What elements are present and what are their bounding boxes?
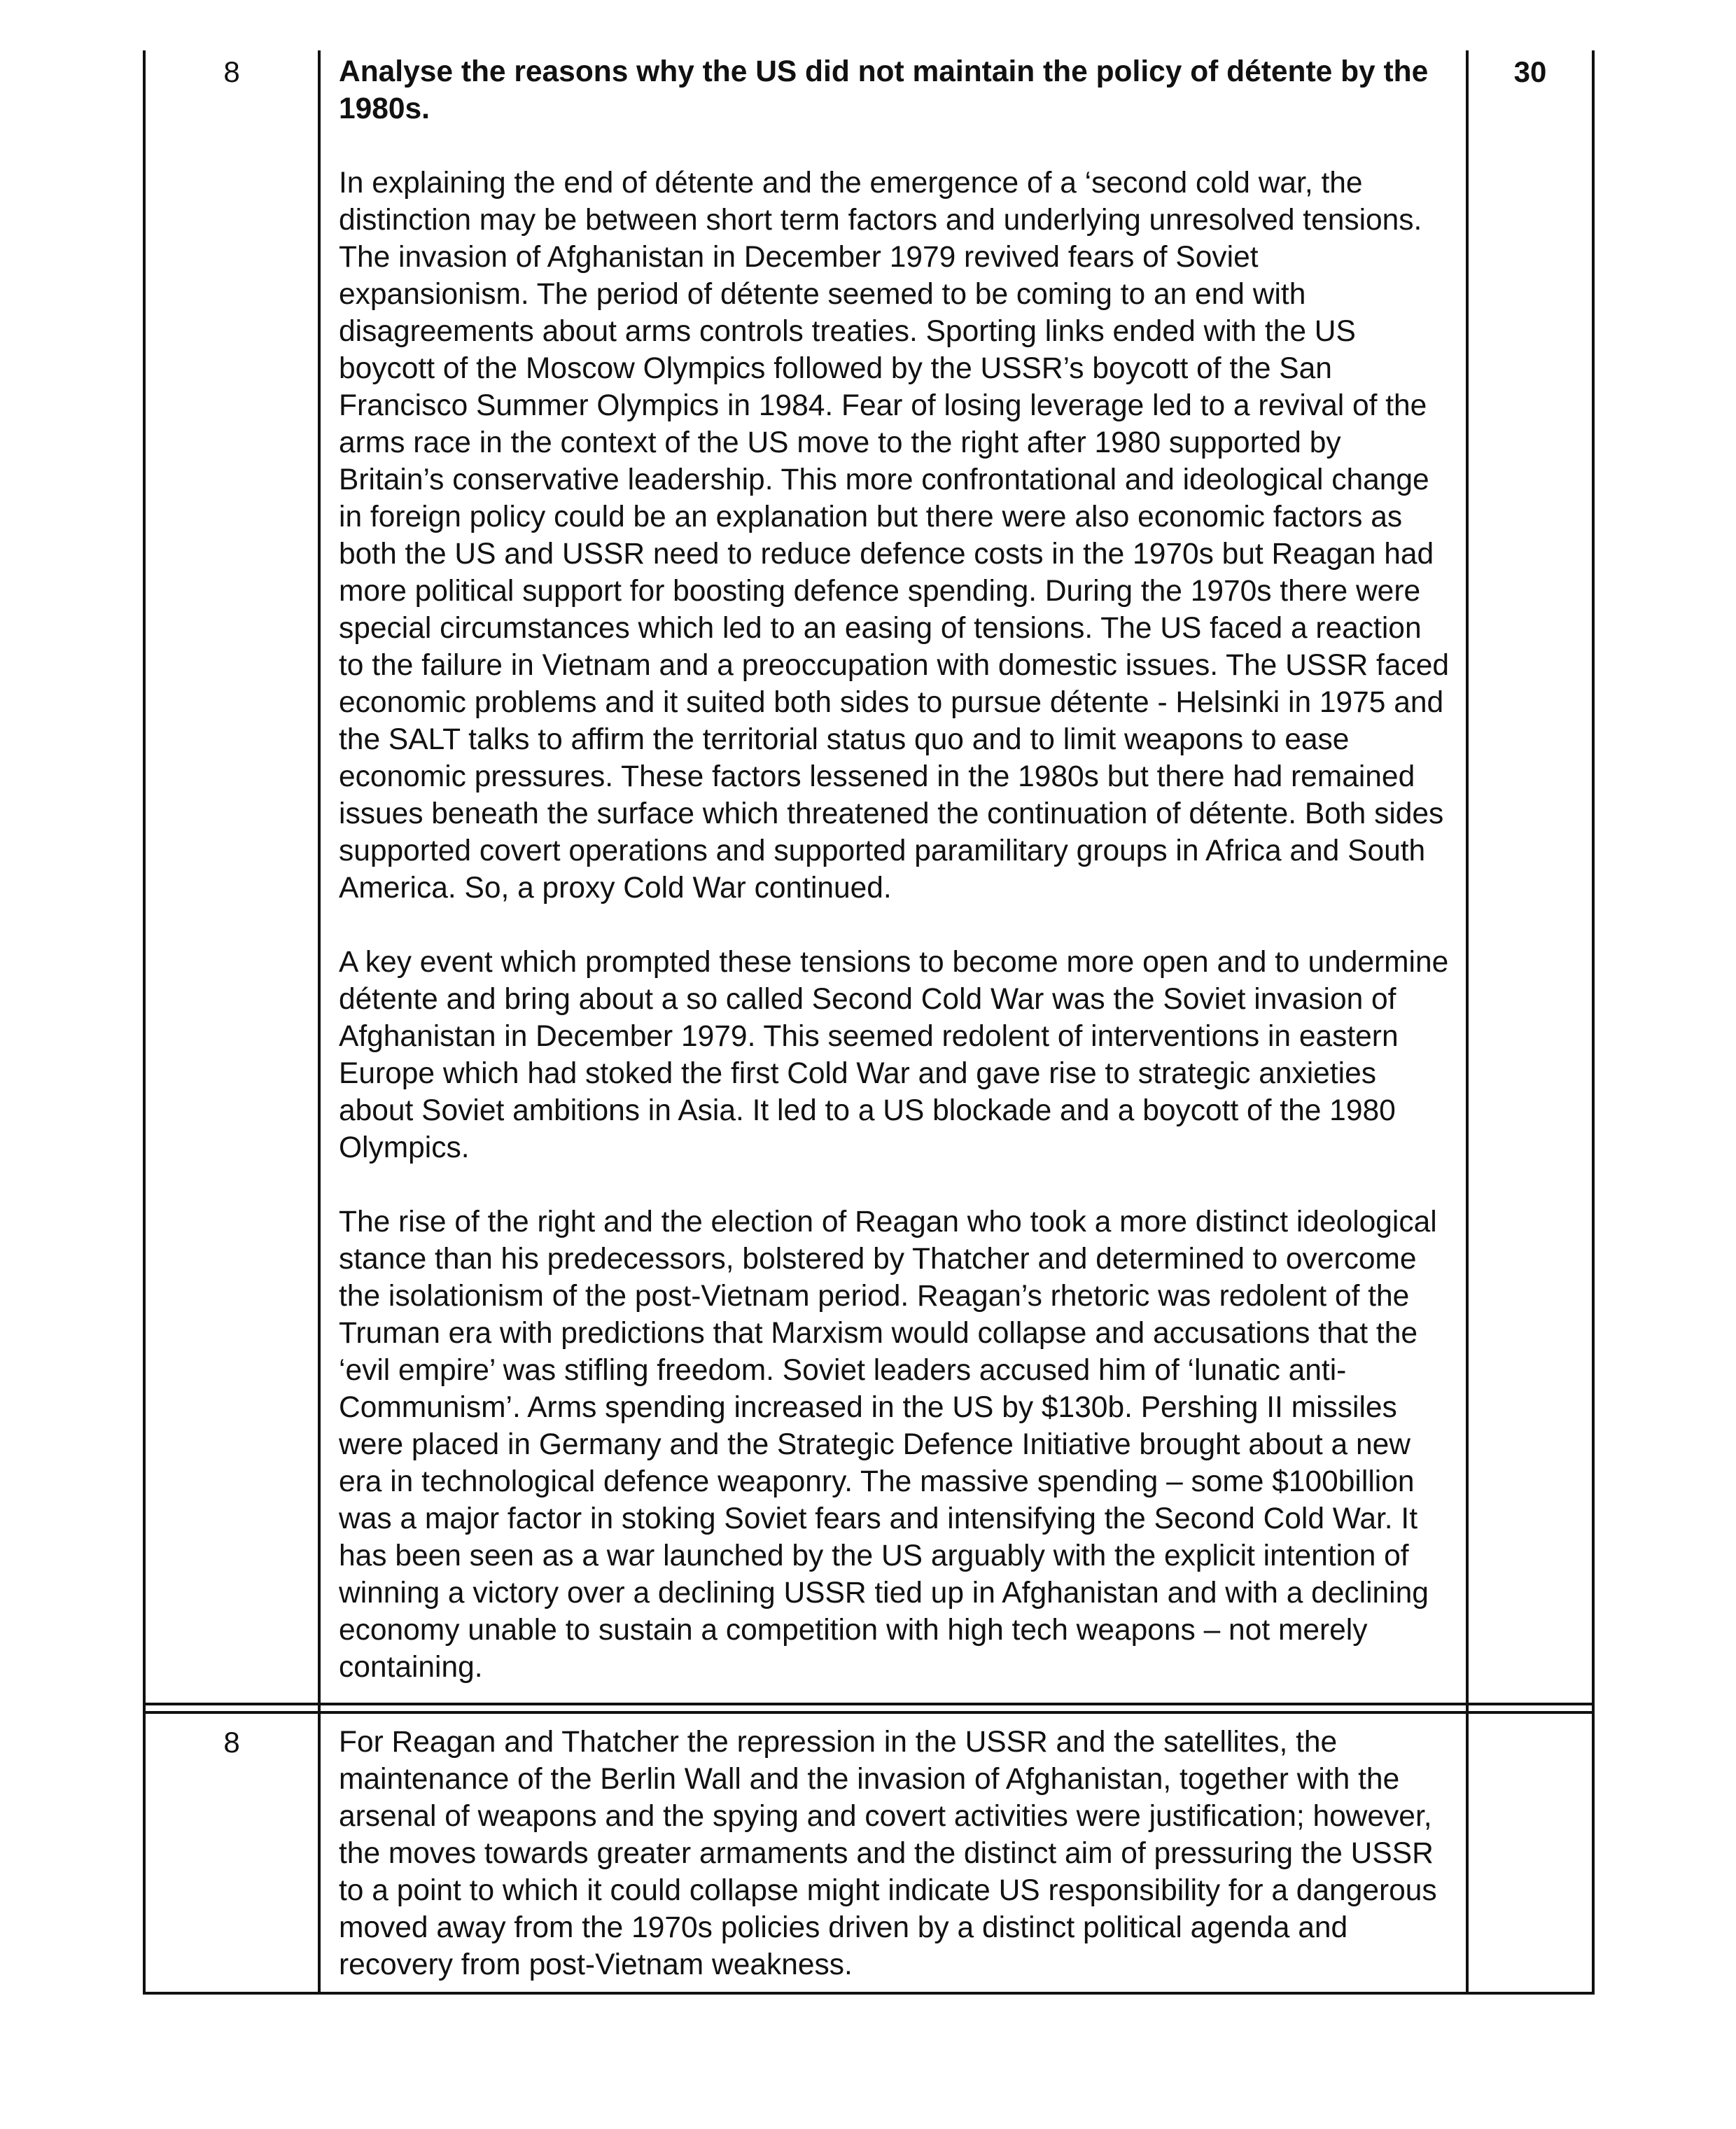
marks-value bbox=[1467, 1712, 1593, 1993]
table-row bbox=[144, 1712, 1593, 1993]
answer-content bbox=[319, 1712, 1467, 1993]
mark-scheme-page bbox=[143, 50, 1592, 1995]
question-number: 8 bbox=[144, 1712, 319, 1993]
marks-value: 30 bbox=[1467, 50, 1593, 1704]
answer-content bbox=[319, 50, 1467, 1704]
answer-paragraph: For Reagan and Thatcher the repression in the USSR and the satellites, the maintenance of the Berlin Wall and the invasion of Afghanistan, together with the arsenal of weapons and the spying and covert activities were justification; however, the moves towards greater armaments and the distinct aim of pressuring the USSR to a point to which it could collapse might indicate US responsibility for a dangerous moved away from the 1970s policies driven by a distinct political agenda and recovery from post-Vietnam weakness. bbox=[339, 1726, 1437, 1981]
answer-paragraph: In explaining the end of détente and the emergence of a ‘second cold war, the distinction may be between short term factors and underlying unresolved tensions. The invasion of Afghanistan in December 1979 revived fears of Soviet expansionism. The period of détente seemed to be coming to an end with disagreements about arms controls treaties. Sporting links ended with the US boycott of the Moscow Olympics followed by the USSR’s boycott of the San Francisco Summer Olympics in 1984. Fear of losing leverage led to a revival of the arms race in the context of the US move to the right after 1980 supported by Britain’s conservative leadership. This more confrontational and ideological change in foreign policy could be an explanation but there were also economic factors as both the US and USSR need to reduce defence costs in the 1970s but Reagan had more political support for boosting defence spending. During the 1970s there were special circumstances which led to an easing of tensions. The US faced a reaction to the failure in Vietnam and a preoccupation with domestic issues. The USSR faced economic problems and it suited both sides to pursue détente - Helsinki in 1975 and the SALT talks to affirm the territorial status quo and to limit weapons to ease economic pressures. These factors lessened in the 1980s but there had remained issues beneath the surface which threatened the continuation of détente. Both sides supported covert operations and supported paramilitary groups in Africa and South America. So, a proxy Cold War continued. bbox=[339, 167, 1449, 905]
answer-paragraph: A key event which prompted these tensions to become more open and to undermine détente and bring about a so called Second Cold War was the Soviet invasion of Afghanistan in December 1979. This seemed redolent of interventions in eastern Europe which had stoked the first Cold War and gave rise to strategic anxieties about Soviet ambitions in Asia. It led to a US blockade and a boycott of the 1980 Olympics. bbox=[339, 946, 1449, 1164]
table-row bbox=[144, 50, 1593, 1704]
question-number: 8 bbox=[144, 50, 319, 1704]
question-text: Analyse the reasons why the US did not maintain the policy of détente by the 1980s. bbox=[339, 55, 1429, 125]
mark-scheme-table bbox=[143, 50, 1595, 1995]
table-divider bbox=[144, 1704, 1593, 1712]
answer-paragraph: The rise of the right and the election of Reagan who took a more distinct ideological stance than his predecessors, bolstered by Thatcher and determined to overcome the isolationism of the post-Vietnam period. Reagan’s rhetoric was redolent of the Truman era with predictions that Marxism would collapse and accusations that the ‘evil empire’ was stifling freedom. Soviet leaders accused him of ‘lunatic anti-Communism’. Arms spending increased in the US by $130b. Pershing II missiles were placed in Germany and the Strategic Defence Initiative brought about a new era in technological defence weaponry. The massive spending – some $100billion was a major factor in stoking Soviet fears and intensifying the Second Cold War. It has been seen as a war launched by the US arguably with the explicit intention of winning a victory over a declining USSR tied up in Afghanistan and with a declining economy unable to sustain a competition with high tech weapons – not merely containing. bbox=[339, 1206, 1437, 1684]
